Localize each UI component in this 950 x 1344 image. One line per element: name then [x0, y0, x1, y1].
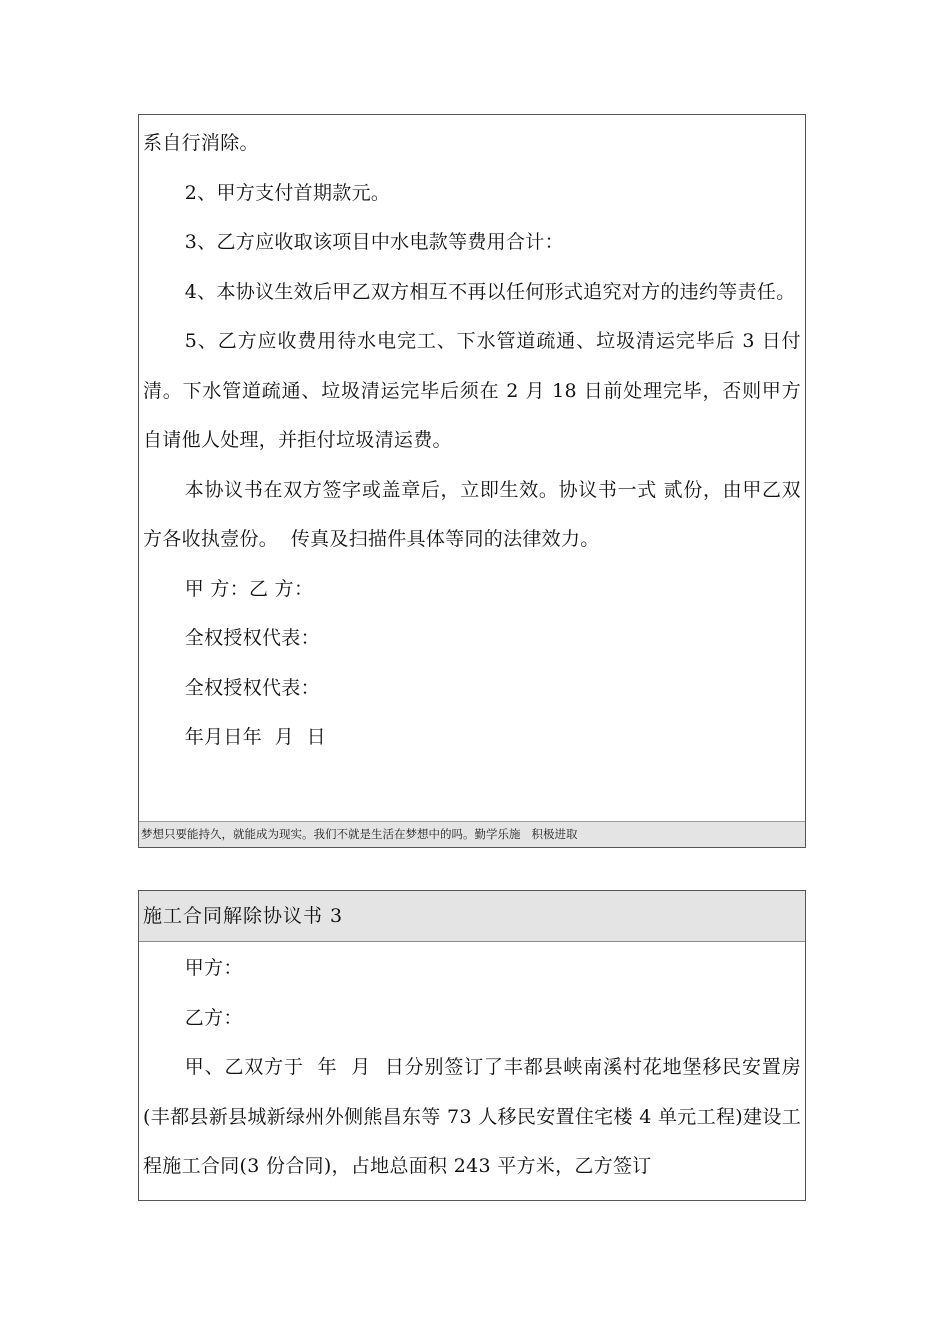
effectiveness-paragraph: 本协议书在双方签字或盖章后，立即生效。协议书一式 贰份，由甲乙双方各收执壹份。 传真及扫描件具体等同的法律效力。	[143, 478, 801, 550]
authorized-representative-a: 全权授权代表：	[184, 627, 320, 649]
date-line: 年月日年 月 日	[184, 726, 326, 748]
clause-3: 3、乙方应收取该项目中水电款等费用合计：	[184, 231, 564, 253]
paragraph: 系自行消除。	[143, 132, 259, 154]
section-2-body	[139, 944, 805, 1192]
party-a-line: 甲方：	[184, 957, 243, 979]
clause-4: 4、本协议生效后甲乙双方相互不再以任何形式追究对方的违约等责任。	[184, 280, 796, 303]
section-1-body	[139, 119, 805, 763]
contract-background-paragraph: 甲、乙双方于 年 月 日分别签订了丰都县峡南溪村花地堡移民安置房(丰都县新县城新绿州外侧熊昌东等 73 人移民安置住宅楼 4 单元工程)建设工程施工合同(3 份合同)，占地总面积 243 平方米，乙方签订	[143, 1056, 801, 1177]
party-signature-line: 甲 方：乙 方：	[184, 577, 314, 600]
footer-motto: 梦想只要能持久，就能成为现实。我们不就是生活在梦想中的吗。勤学乐施 积极进取	[139, 821, 805, 847]
contract-section-1	[138, 114, 806, 848]
authorized-representative-b: 全权授权代表：	[184, 676, 320, 699]
section-title: 施工合同解除协议书 3	[139, 891, 805, 942]
clause-5: 5、乙方应收费用待水电完工、下水管道疏通、垃圾清运完毕后 3 日付清。下水管道疏通、垃圾清运完毕后须在 2 月 18 日前处理完毕，否则甲方自请他人处理，并拒付垃圾清运费。	[143, 330, 801, 451]
contract-section-2	[138, 890, 806, 1201]
party-b-line: 乙方：	[184, 1006, 243, 1029]
clause-2: 2、甲方支付首期款元。	[184, 181, 391, 204]
